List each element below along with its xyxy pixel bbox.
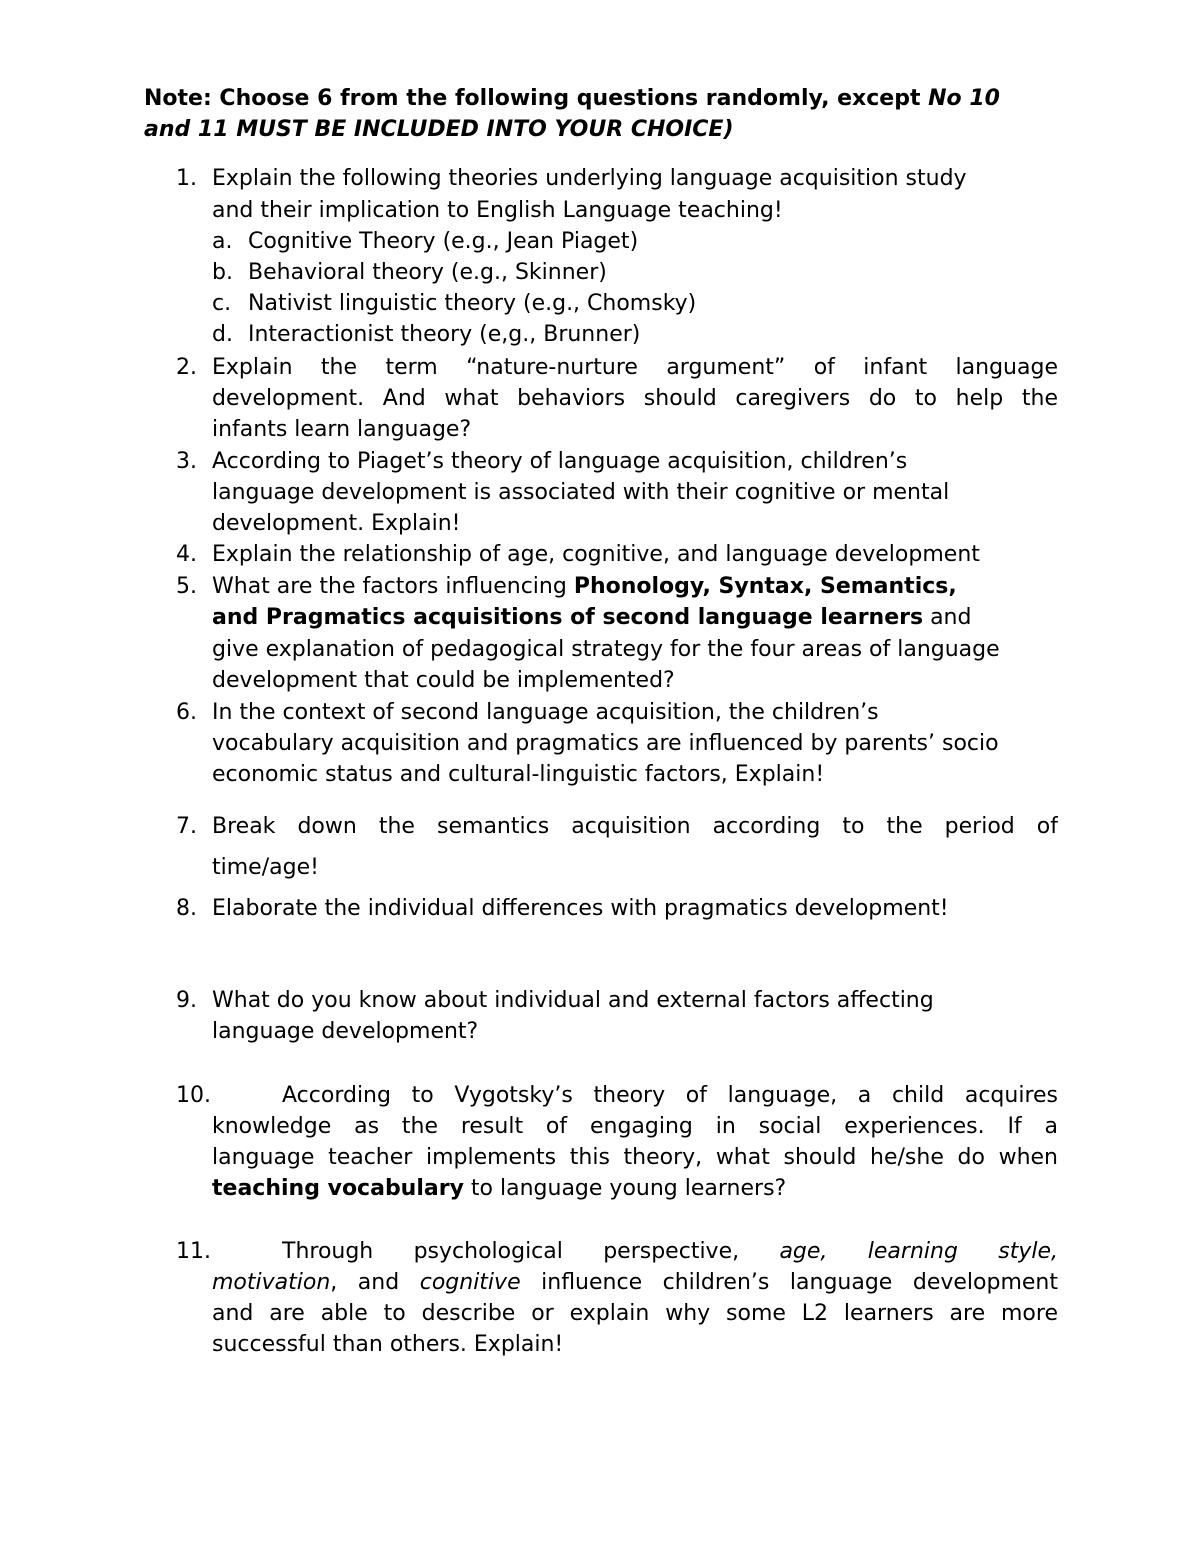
question-3-line-2: language development is associated with their cognitive or mental (212, 480, 950, 505)
question-1-number: 1. (176, 166, 197, 191)
question-11-line-2 (212, 1267, 1058, 1298)
question-8-line-1: Elaborate the individual differences with pragmatics development! (212, 896, 949, 921)
question-7-number: 7. (176, 814, 197, 839)
question-2-line-3: infants learn language? (212, 417, 472, 442)
note-bold-text: Note: Choose 6 from the following questions randomly, except (144, 86, 929, 111)
sub-d-label: d. (212, 322, 233, 347)
question-5-line-2-plain: and (923, 605, 972, 630)
sub-b-label: b. (212, 260, 233, 285)
question-11-line-4: successful than others. Explain! (212, 1332, 564, 1357)
question-5-line-4: development that could be implemented? (212, 668, 675, 693)
question-5-line-1-plain: What are the factors influencing (212, 574, 574, 599)
question-3-line-3: development. Explain! (212, 511, 461, 536)
question-10-number: 10. (176, 1083, 211, 1108)
question-5-line-1-bold: Phonology, Syntax, Semantics, (573, 574, 957, 599)
question-11-line-2-italic-a: motivation (212, 1270, 331, 1295)
question-3-line-1: According to Piaget’s theory of language acquisition, children’s (212, 449, 908, 474)
question-10-line-4 (212, 1173, 786, 1204)
question-2-number: 2. (176, 355, 197, 380)
question-10-line-4-plain: to language young learners? (463, 1176, 787, 1201)
question-1-line-1: Explain the following theories underlying language acquisition study (212, 166, 967, 191)
question-11-line-3: and are able to describe or explain why some L2 learners are more (212, 1301, 1058, 1326)
instruction-note (144, 83, 1044, 145)
question-11-line-1 (282, 1236, 1058, 1267)
question-6-line-2: vocabulary acquisition and pragmatics are influenced by parents’ socio (212, 731, 999, 756)
question-10-line-4-bold: teaching vocabulary (212, 1176, 464, 1201)
question-8-number: 8. (176, 896, 197, 921)
question-6-line-1: In the context of second language acquisition, the children’s (212, 700, 879, 725)
question-9-line-1: What do you know about individual and external factors affecting (212, 988, 934, 1013)
question-5-line-2 (212, 602, 971, 633)
question-5-line-1 (212, 571, 957, 602)
sub-b-text: Behavioral theory (e.g., Skinner) (248, 260, 607, 285)
question-11-number: 11. (176, 1239, 211, 1264)
question-4-line-1: Explain the relationship of age, cognitive, and language development (212, 542, 980, 567)
question-5-line-2-bold: and Pragmatics acquisitions of second language learners (212, 605, 924, 630)
question-4-number: 4. (176, 542, 197, 567)
question-10-line-3: language teacher implements this theory, what should he/she do when (212, 1145, 1058, 1170)
sub-d-text: Interactionist theory (e,g., Brunner) (248, 322, 641, 347)
question-1-line-2: and their implication to English Language teaching! (212, 198, 783, 223)
question-11-line-2-plain-a: , and (330, 1270, 420, 1295)
question-10-line-2: knowledge as the result of engaging in social experiences. If a (212, 1114, 1058, 1139)
question-5-number: 5. (176, 574, 197, 599)
question-7-line-1: Break down the semantics acquisition according to the period of (212, 814, 1058, 839)
question-1-sub-b (212, 257, 607, 288)
question-3-number: 3. (176, 449, 197, 474)
question-9-number: 9. (176, 988, 197, 1013)
question-1-sub-c (212, 288, 696, 319)
question-11-line-2-plain-b: influence children’s language development (520, 1270, 1058, 1295)
note-italic-text: No 10 and 11 MUST BE INCLUDED INTO YOUR CHOICE) (144, 86, 1000, 142)
question-1-sub-a (212, 226, 638, 257)
question-11-line-2-italic-b: cognitive (419, 1270, 521, 1295)
question-10-line-1: According to Vygotsky’s theory of language, a child acquires (282, 1083, 1058, 1108)
question-7-line-2: time/age! (212, 855, 319, 880)
question-6-number: 6. (176, 700, 197, 725)
question-9-line-2: language development? (212, 1019, 479, 1044)
sub-c-label: c. (212, 291, 232, 316)
question-2-line-2: development. And what behaviors should caregivers do to help the (212, 386, 1058, 411)
sub-c-text: Nativist linguistic theory (e.g., Chomsky) (248, 291, 697, 316)
question-2-line-1: Explain the term “nature-nurture argument” of infant language (212, 355, 1058, 380)
question-6-line-3: economic status and cultural-linguistic factors, Explain! (212, 762, 825, 787)
sub-a-label: a. (212, 229, 233, 254)
question-11-line-1-italic: age, learning style, (779, 1239, 1058, 1264)
sub-a-text: Cognitive Theory (e.g., Jean Piaget) (248, 229, 639, 254)
question-1-sub-d (212, 319, 640, 350)
question-5-line-3: give explanation of pedagogical strategy for the four areas of language (212, 637, 1000, 662)
question-11-line-1-plain: Through psychological perspective, (282, 1239, 780, 1264)
